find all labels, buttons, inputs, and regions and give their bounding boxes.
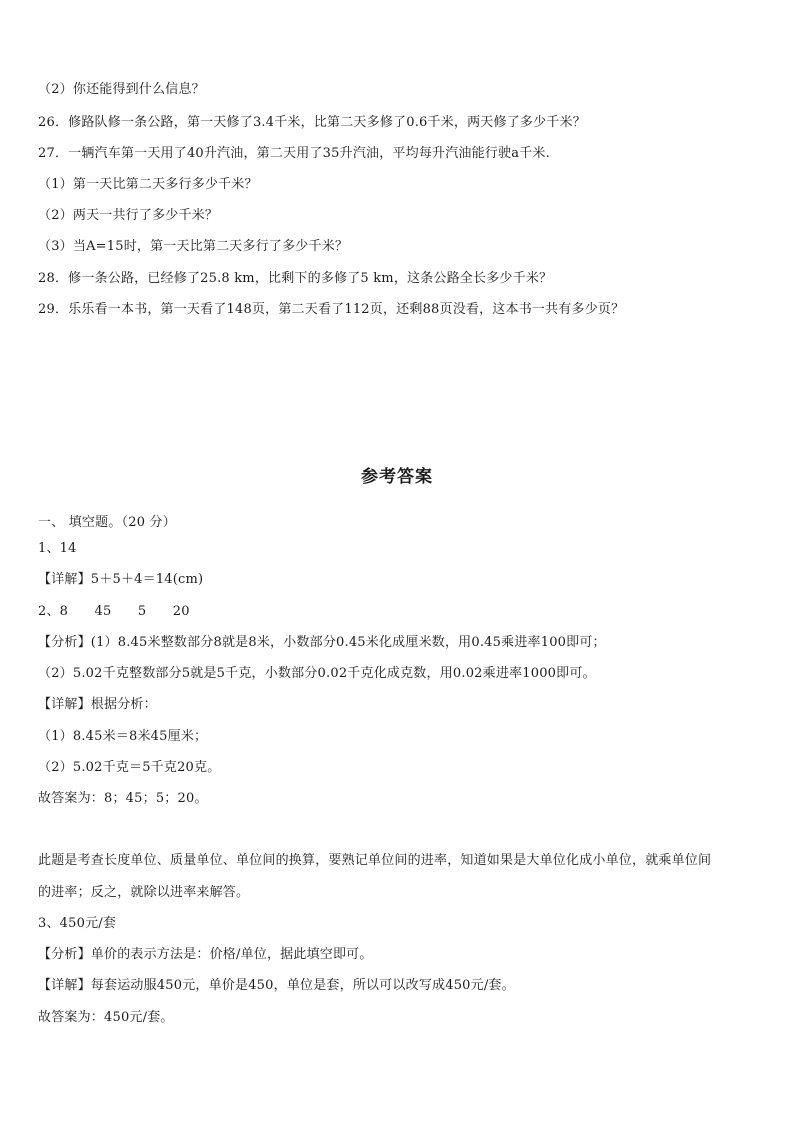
answer-3-result: 故答案为：450元/套。 xyxy=(38,1010,174,1025)
answer-1-detail: 【详解】5＋5＋4＝14(cm) xyxy=(38,572,204,587)
answer-2-analysis-2: （2）5.02千克整数部分5就是5千克，小数部分0.02千克化成克数，用0.02乘进率1000即可。 xyxy=(38,666,596,681)
question-27-part-1: （1）第一天比第二天多行多少千米？ xyxy=(38,177,258,192)
answer-3-detail: 【详解】每套运动服450元，单价是450，单位是套，所以可以改写成450元/套。 xyxy=(38,978,515,993)
answer-1: 1、14 xyxy=(38,541,77,556)
answer-3-analysis: 【分析】单价的表示方法是：价格/单位，据此填空即可。 xyxy=(38,947,373,962)
question-28: 28．修一条公路，已经修了25.8 km，比剩下的多修了5 km，这条公路全长多少千米？ xyxy=(38,271,553,286)
question-27-part-3: （3）当A=15时，第一天比第二天多行了多少千米？ xyxy=(38,239,349,254)
question-29: 29．乐乐看一本书，第一天看了148页，第二天看了112页，还剩88页没看，这本书一共有多少页？ xyxy=(38,302,625,317)
answer-2: 2、8 45 5 20 xyxy=(38,604,190,619)
answer-2-note-1: 此题是考查长度单位、质量单位、单位间的换算，要熟记单位间的进率，知道如果是大单位化成小单位，就乘单位间 xyxy=(38,853,712,868)
question-27-part-2: （2）两天一共行了多少千米？ xyxy=(38,208,219,223)
answers-title: 参考答案 xyxy=(361,467,433,487)
question-25-part-2: （2）你还能得到什么信息？ xyxy=(38,82,205,97)
answer-2-result: 故答案为：8；45；5；20。 xyxy=(38,791,208,806)
answer-2-detail-1: （1）8.45米＝8米45厘米； xyxy=(38,729,208,744)
question-27: 27．一辆汽车第一天用了40升汽油，第二天用了35升汽油，平均每升汽油能行驶a千米. xyxy=(38,146,550,161)
answer-2-analysis-1: 【分析】(1）8.45米整数部分8就是8米，小数部分0.45米化成厘米数，用0.45乘进率100即可； xyxy=(38,635,606,650)
answer-2-detail: 【详解】根据分析： xyxy=(38,697,157,712)
answer-2-detail-2: （2）5.02千克＝5千克20克。 xyxy=(38,760,221,775)
question-26: 26．修路队修一条公路，第一天修了3.4千米，比第二天多修了0.6千米，两天修了多少千米？ xyxy=(38,115,586,130)
answer-3: 3、450元/套 xyxy=(38,916,117,931)
section-1-heading: 一、 填空题。（20 分） xyxy=(38,515,176,530)
answer-2-note-2: 的进率；反之，就除以进率来解答。 xyxy=(38,885,250,900)
